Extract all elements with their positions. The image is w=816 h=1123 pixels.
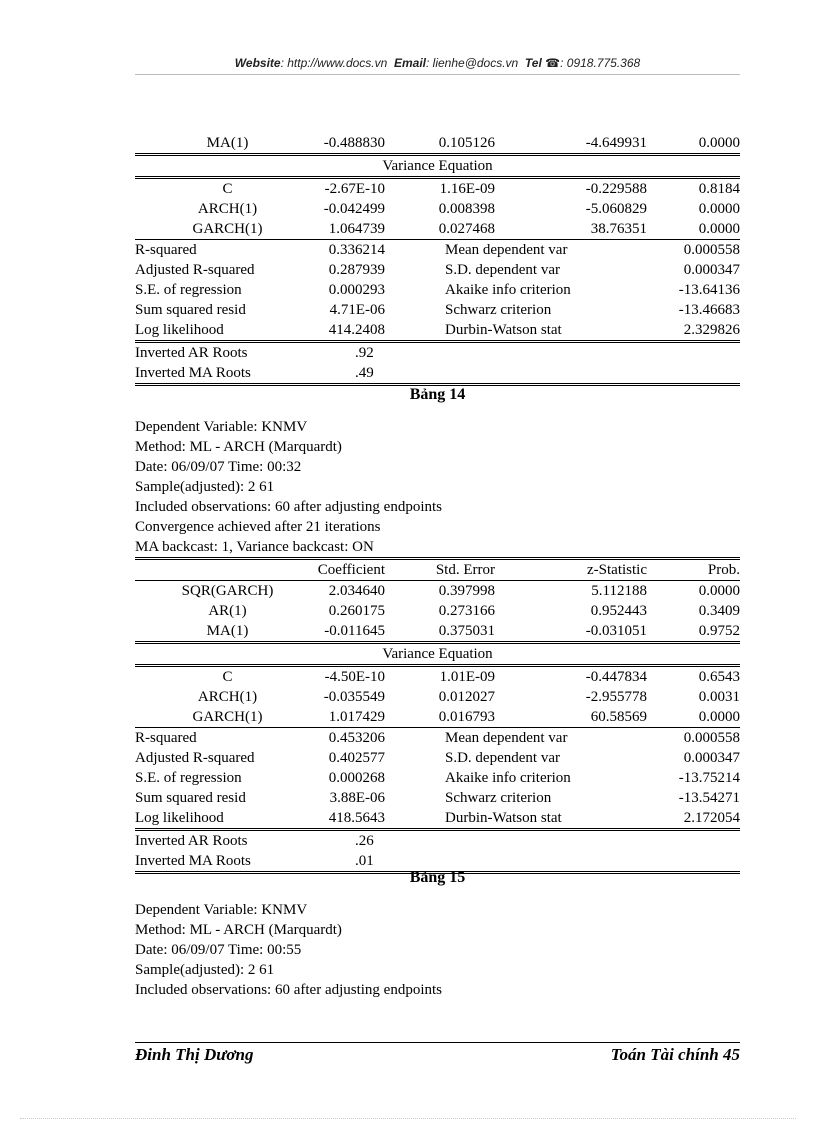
email-label: Email — [393, 56, 426, 70]
stat-row: Log likelihood 414.2408 Durbin-Watson stat 2.329826 — [135, 320, 740, 343]
table-row: GARCH(1) 1.017429 0.016793 60.58569 0.0000 — [135, 707, 740, 728]
table-row: SQR(GARCH) 2.034640 0.397998 5.112188 0.0000 — [181, 583, 740, 599]
info-line: Sample(adjusted): 2 61 — [135, 479, 275, 495]
website-label: Website — [234, 56, 281, 70]
table-15-heading: Bảng 15 — [409, 869, 466, 886]
roots-row: Inverted AR Roots .26 — [135, 833, 374, 849]
stat-row: S.E. of regression 0.000293 Akaike info criterion -13.64136 — [135, 282, 740, 298]
page-header — [135, 56, 740, 70]
table-14-heading: Bảng 14 — [409, 386, 466, 403]
website-value: : http://www.docs.vn — [280, 56, 388, 70]
info-line: Method: ML - ARCH (Marquardt) — [135, 922, 342, 938]
table-14 — [135, 557, 740, 874]
info-line: MA backcast: 1, Variance backcast: ON — [135, 539, 374, 555]
stat-row: Adjusted R-squared 0.287939 S.D. dependent var 0.000347 — [135, 262, 740, 278]
info-line: Method: ML - ARCH (Marquardt) — [135, 439, 342, 455]
table-row: AR(1) 0.260175 0.273166 0.952443 0.3409 — [208, 603, 740, 619]
stat-row: Sum squared resid 4.71E-06 Schwarz criterion -13.46683 — [135, 302, 740, 318]
page-bottom-edge — [20, 1118, 796, 1119]
roots-row: Inverted AR Roots .92 — [135, 345, 374, 361]
email-value: : lienhe@docs.vn — [426, 56, 519, 70]
table-row: C -4.50E-10 1.01E-09 -0.447834 0.6543 — [222, 669, 740, 685]
roots-row: Inverted MA Roots .01 — [135, 851, 740, 874]
phone-icon: ☎ — [545, 56, 561, 70]
table-row: ARCH(1) -0.042499 0.008398 -5.060829 0.0000 — [197, 201, 740, 217]
variance-equation-title: Variance Equation — [135, 156, 740, 179]
info-line: Included observations: 60 after adjusting endpoints — [135, 982, 443, 998]
stat-row: S.E. of regression 0.000268 Akaike info criterion -13.75214 — [135, 770, 740, 786]
table-row: MA(1) -0.011645 0.375031 -0.031051 0.9752 — [135, 621, 740, 644]
tel-value: : 0918.775.368 — [560, 56, 641, 70]
table-14-info — [135, 417, 740, 557]
table-row: C -2.67E-10 1.16E-09 -0.229588 0.8184 — [222, 181, 740, 197]
info-line: Sample(adjusted): 2 61 — [135, 962, 275, 978]
table-15-info — [135, 900, 740, 1000]
roots-row: Inverted MA Roots .49 — [135, 363, 740, 386]
variance-equation-title: Variance Equation — [135, 644, 740, 667]
info-line: Date: 06/09/07 Time: 00:32 — [135, 459, 302, 475]
header-divider — [135, 74, 740, 75]
stat-row: Log likelihood 418.5643 Durbin-Watson stat 2.172054 — [135, 808, 740, 831]
table-row: ARCH(1) -0.035549 0.012027 -2.955778 0.0031 — [197, 689, 740, 705]
tel-label: Tel — [524, 56, 542, 70]
footer-divider — [135, 1042, 740, 1043]
stat-row: R-squared 0.453206 Mean dependent var 0.000558 — [135, 730, 740, 746]
page-footer — [135, 1045, 740, 1069]
table-row: GARCH(1) 1.064739 0.027468 38.76351 0.0000 — [135, 219, 740, 240]
stat-row: Adjusted R-squared 0.402577 S.D. dependent var 0.000347 — [135, 750, 740, 766]
info-line: Dependent Variable: KNMV — [135, 902, 308, 918]
info-line: Included observations: 60 after adjusting endpoints — [135, 499, 443, 515]
info-line: Dependent Variable: KNMV — [135, 419, 308, 435]
info-line: Date: 06/09/07 Time: 00:55 — [135, 942, 302, 958]
stat-row: R-squared 0.336214 Mean dependent var 0.000558 — [135, 242, 740, 258]
stat-row: Sum squared resid 3.88E-06 Schwarz criterion -13.54271 — [135, 790, 740, 806]
table-13 — [135, 133, 740, 386]
footer-author: Đinh Thị Dương — [135, 1045, 254, 1064]
table-row-ma: MA(1) -0.488830 0.105126 -4.649931 0.0000 — [135, 133, 740, 156]
footer-subject: Toán Tài chính 45 — [610, 1045, 740, 1064]
info-line: Convergence achieved after 21 iterations — [135, 519, 381, 535]
table-header: Coefficient Std. Error z-Statistic Prob. — [135, 557, 740, 581]
